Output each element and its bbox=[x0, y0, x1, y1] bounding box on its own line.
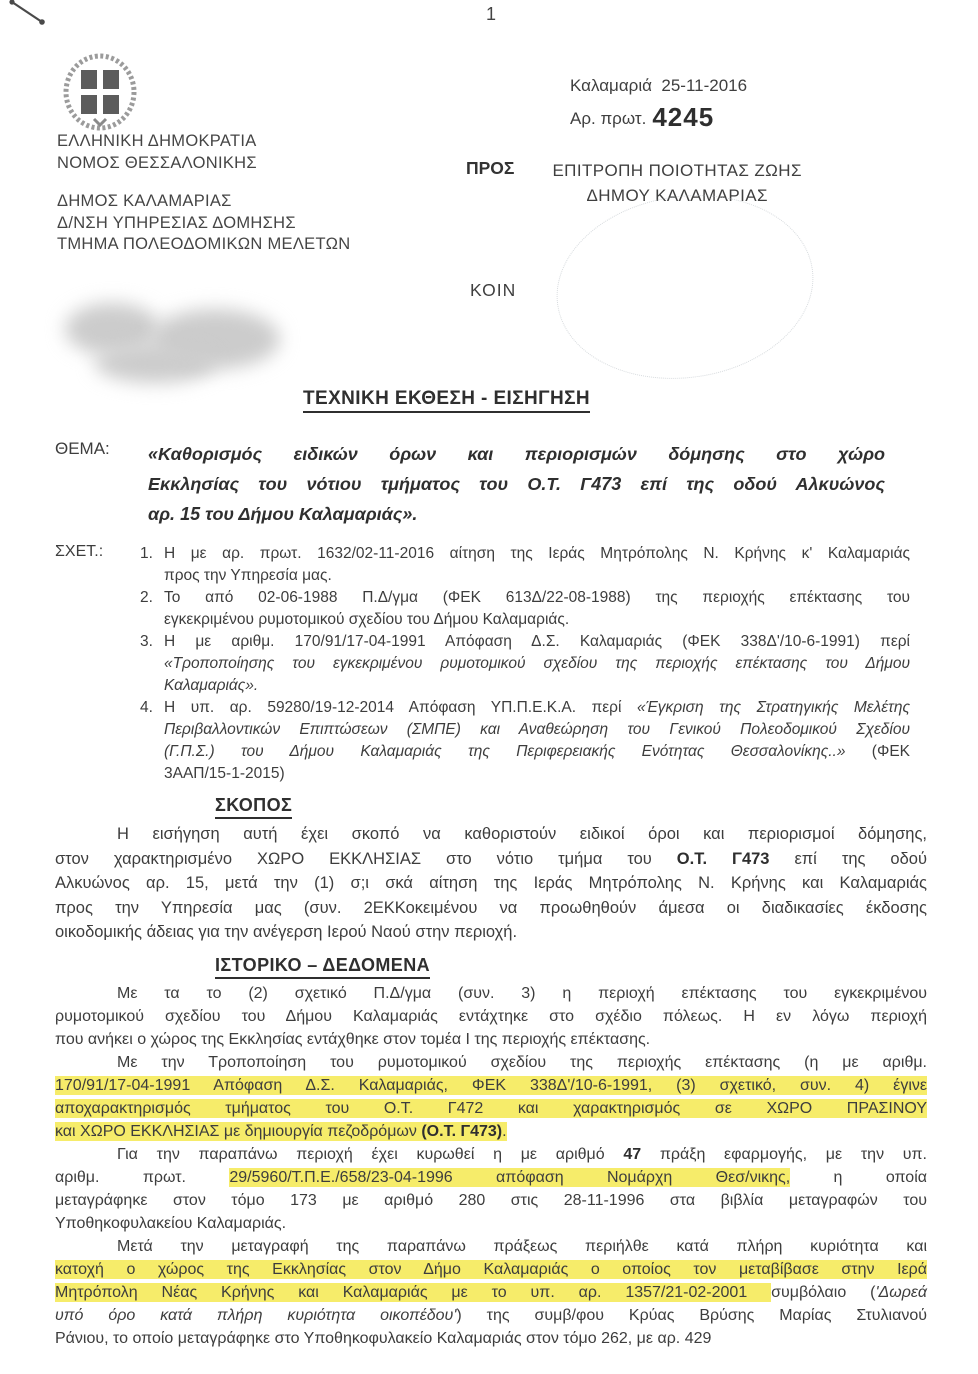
history-paragraph-1: Με τα το (2) σχετικό Π.Δ/γμα (συν. 3) η περιοχή επέκτασης του εγκεκριμένου ρυμοτομικού σχεδίου του Δήμου Καλαμαριάς εντάχτηκε στο σχέδιο πόλεως. Η εν λόγω περιοχή που ανήκει ο χώρος της Εκκλησίας εντάχθηκε στον τομέα Ι της περιοχής επέκτασης. bbox=[55, 984, 927, 1048]
subject-label: ΘΕΜΑ: bbox=[55, 439, 110, 458]
history-paragraph-4: Μετά την μεταγραφή της παραπάνω πράξεως περιήλθε κατά πλήρη κυριότητα και κατοχή ο χώρος της Εκκλησίας στον Δήμο Καλαμαριάς ο οποίος τον μεταβίβασε στην Ιερά Μητρόπολη Νέας Κρήνης και Καλαμαριάς με το υπ. αρ. 1357/21-02-2001 συμβόλαιο ('Δωρεά υπό όρο κατά πλήρη κυριότητα οικοπέδου') της συμβ/φου Κρύας Βρύσης Μαρίας Στυλιανού Ράνιου, το οποίο μεταγράφηκε στο Υποθηκοφυλακείο Καλαμαριάς στον τόμο 262, με αρ. 429 bbox=[55, 1237, 928, 1347]
reference-item bbox=[140, 631, 910, 697]
reference-text: Η υπ. αρ. 59280/19-12-2014 Απόφαση ΥΠ.Π.Ε.Κ.Α. περί «Έγκριση της Στρατηγικής Μελέτης Περιβαλλοντικών Επιπτώσεων (ΣΜΠΕ) και Αναθεώρηση του Γενικού Πολεοδομικού Σχεδίου (Γ.Π.Σ.) του Δήμου Καλαμαριάς της Περιφερειακής Ενότητας Θεσσαλονίκης..» (ΦΕΚ 3ΑΑΠ/15-1-2015) bbox=[164, 699, 910, 782]
recipient-line: ΔΗΜΟΥ ΚΑΛΑΜΑΡΙΑΣ bbox=[586, 186, 768, 205]
protocol-number: 4245 bbox=[652, 102, 715, 132]
scope-heading: ΣΚΟΠΟΣ bbox=[215, 795, 292, 819]
subject-text: «Καθορισμός ειδικών όρων και περιορισμών δόμησης στο χώρο Εκκλησίας του νότιου τμήματος του Ο.Τ. Γ473 επί της οδού Αλκυώνος αρ. 15 του Δήμου Καλαμαριάς». bbox=[148, 444, 885, 524]
department-line: Δ/ΝΣΗ ΥΠΗΡΕΣΙΑΣ ΔΟΜΗΣΗΣ bbox=[57, 213, 296, 232]
history-heading: ΙΣΤΟΡΙΚΟ – ΔΕΔΟΜΕΝΑ bbox=[215, 955, 430, 979]
references-section bbox=[55, 543, 927, 785]
document-body bbox=[55, 388, 927, 1350]
cc-label: ΚΟΙΝ bbox=[470, 280, 517, 300]
agency-line: ΝΟΜΟΣ ΘΕΣΣΑΛΟΝΙΚΗΣ bbox=[57, 153, 257, 172]
page-number: 1 bbox=[486, 4, 497, 24]
reference-number: 4. bbox=[140, 699, 153, 716]
reference-text: Η με αρ. πρωτ. 1632/02-11-2016 αίτηση της Ιεράς Μητρόπολης Ν. Κρήνης κ' Καλαμαριάς προς την Υπηρεσία μας. bbox=[164, 545, 910, 584]
department-header bbox=[57, 191, 350, 256]
reference-text: Το από 02-06-1988 Π.Δ/γμα (ΦΕΚ 613Δ/22-08-1988) της περιοχής επέκτασης του εγκεκριμένου ρυμοτομικού σχεδίου του Δήμου Καλαμαριάς. bbox=[164, 589, 910, 628]
department-line: ΤΜΗΜΑ ΠΟΛΕΟΔΟΜΙΚΩΝ ΜΕΛΕΤΩΝ bbox=[57, 235, 351, 253]
references-list bbox=[140, 543, 910, 785]
recipient-block bbox=[466, 158, 802, 208]
pen-mark bbox=[4, 0, 74, 45]
place-and-date: Καλαμαριά 25-11-2016 bbox=[570, 76, 748, 95]
redacted-area bbox=[55, 295, 295, 395]
scope-paragraph: Η εισήγηση αυτή έχει σκοπό να καθοριστούν ειδικοί όροι και περιορισμοί δόμησης, στον χαρακτηρισμένο ΧΩΡΟ ΕΚΚΛΗΣΙΑΣ στο νότιο τμήμα του Ο.Τ. Γ473 επί της οδού Αλκυώνος αρ. 15, μετά την (1) σ;ι σκά αίτηση της Ιεράς Μητρόπολης Ν. Κρήνης και Καλαμαριάς προς την Υπηρεσία μας (συν. 2ΕΚΚοκειμένου να προωθηθούν άμεσα οι διαδικασίες έκδοσης οικοδομικής άδειας για την ανέγερση Ιερού Ναού στην περιοχή. bbox=[55, 825, 927, 941]
department-line: ΔΗΜΟΣ ΚΑΛΑΜΑΡΙΑΣ bbox=[57, 192, 232, 210]
reference-item bbox=[140, 697, 910, 785]
reference-text: Η με αριθμ. 170/91/17-04-1991 Απόφαση Δ.Σ. Καλαμαριάς (ΦΕΚ 338Δ'/10-6-1991) περί «Τροποποίησης του εγκεκριμένου ρυμοτομικού σχεδίου της περιοχής επέκτασης του Δήμου Καλαμαριάς». bbox=[164, 633, 910, 694]
agency-line: ΕΛΛΗΝΙΚΗ ΔΗΜΟΚΡΑΤΙΑ bbox=[57, 132, 257, 150]
reference-number: 1. bbox=[140, 545, 153, 562]
protocol-label: Αρ. πρωτ. bbox=[570, 109, 647, 128]
history-paragraph-2: Με την Τροποποίηση του ρυμοτομικού σχεδίου της περιοχής επέκτασης (η με αριθμ. 170/91/17-04-1991 Απόφαση Δ.Σ. Καλαμαριάς, ΦΕΚ 338Δ'/10-6-1991, (3) σχετικό, συν. 4) έγινε αποχαρακτηρισμός τμήματος του Ο.Τ. Γ472 και χαρακτηρισμός σε ΧΩΡΟ ΠΡΑΣΙΝΟΥ και ΧΩΡΟ ΕΚΚΛΗΣΙΑΣ με δημιουργία πεζοδρόμων (Ο.Τ. Γ473). bbox=[55, 1053, 927, 1140]
reference-item bbox=[140, 587, 910, 631]
document-title: ΤΕΧΝΙΚΗ ΕΚΘΕΣΗ - ΕΙΣΗΓΗΣΗ bbox=[303, 388, 590, 413]
faint-stamp-mark bbox=[545, 179, 826, 395]
reference-item bbox=[140, 543, 910, 587]
greek-republic-emblem-icon bbox=[60, 53, 140, 135]
protocol-row bbox=[570, 102, 714, 133]
references-label: ΣΧΕΤ.: bbox=[55, 543, 104, 560]
subject-section bbox=[55, 439, 927, 529]
recipient-line: ΕΠΙΤΡΟΠΗ ΠΟΙΟΤΗΤΑΣ ΖΩΗΣ bbox=[552, 161, 802, 180]
history-paragraph-3: Για την παραπάνω περιοχή έχει κυρωθεί η με αριθμό 47 πράξη εφαρμογής, με την υπ. αριθμ. πρωτ. 29/5960/Τ.Π.Ε./658/23-04-1996 απόφαση Νομάρχη Θεσ/νικης, η οποία μεταγράφηκε στον τόμο 173 με αριθμό 280 στις 28-11-1996 στα βιβλία μεταγραφών του Υποθηκοφυλακείου Καλαμαριάς. bbox=[55, 1145, 928, 1232]
to-label: ΠΡΟΣ bbox=[466, 158, 515, 178]
reference-number: 3. bbox=[140, 633, 153, 650]
reference-number: 2. bbox=[140, 589, 153, 606]
agency-header bbox=[57, 131, 257, 174]
